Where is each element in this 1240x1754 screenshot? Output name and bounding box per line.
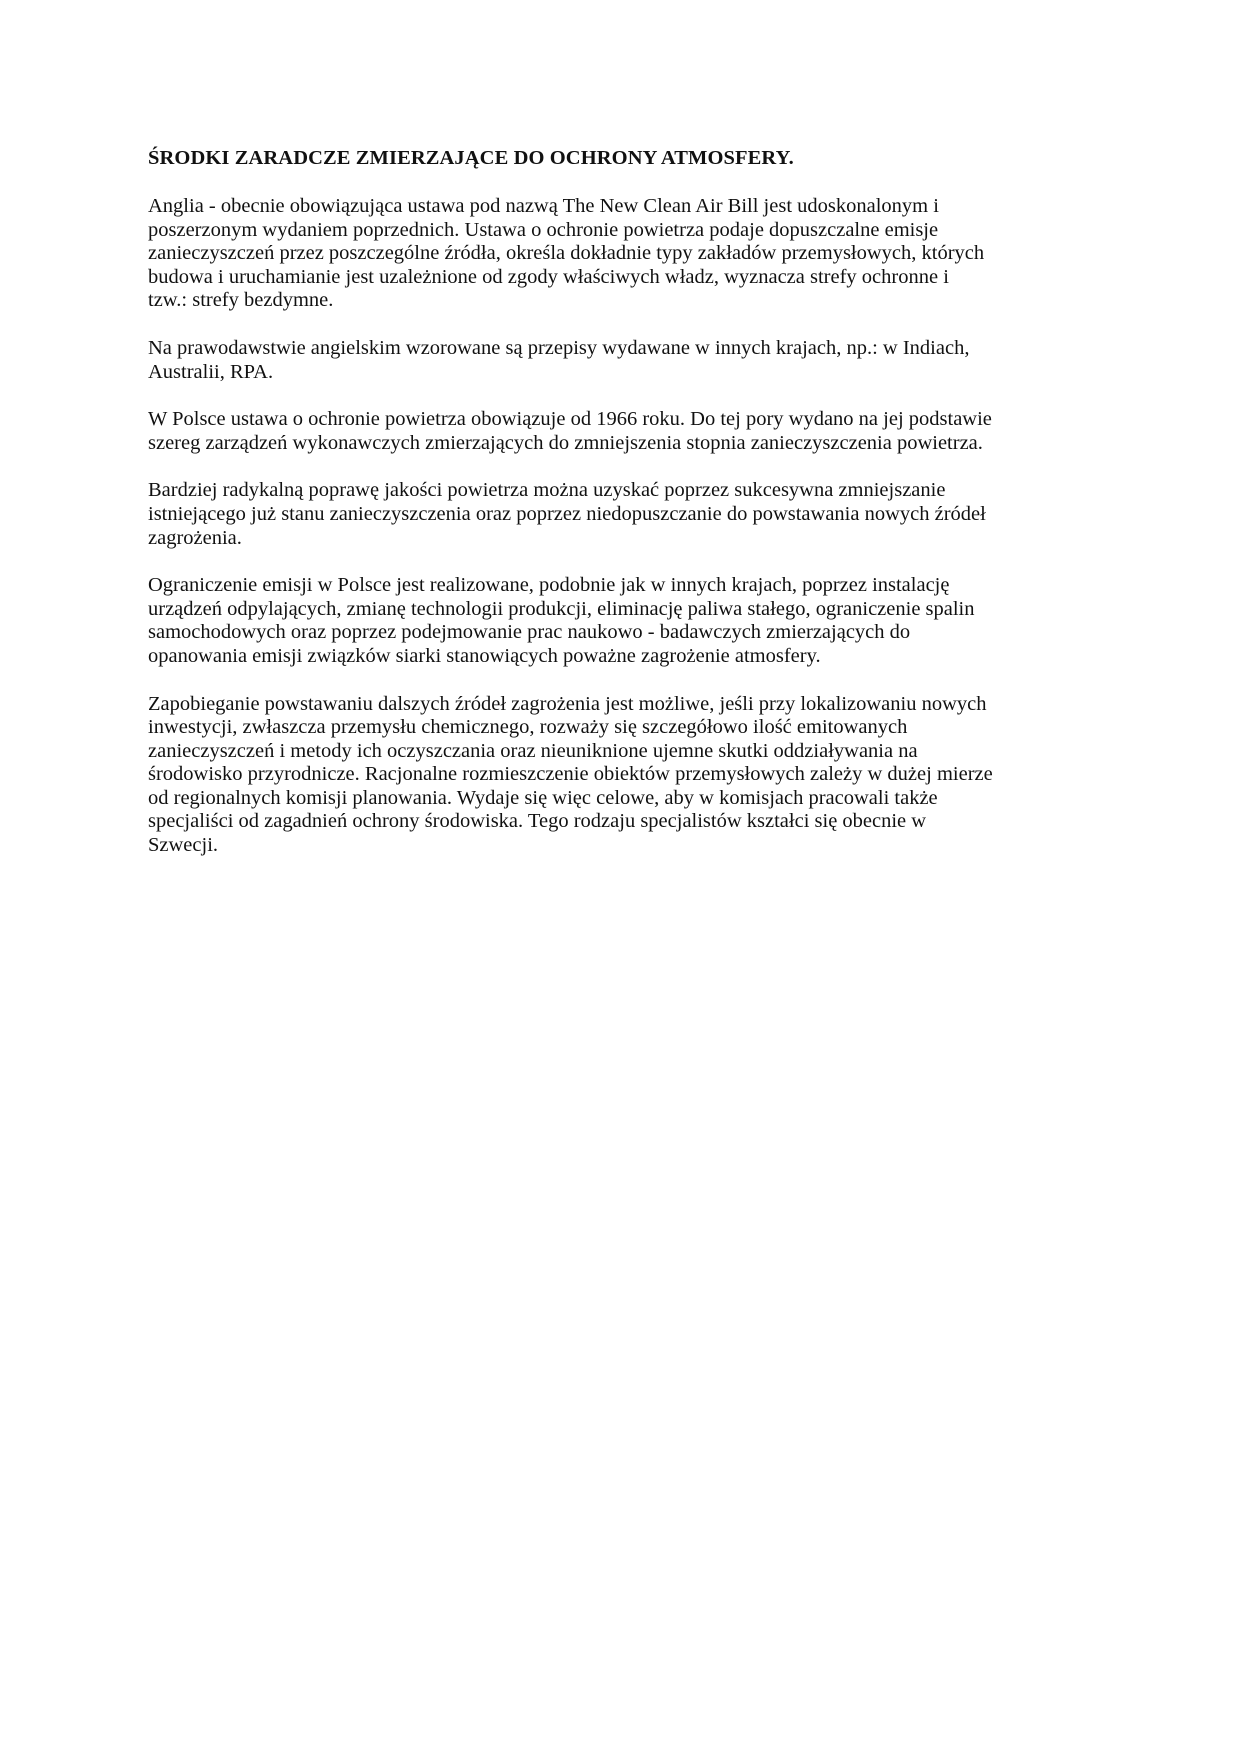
text-line: specjaliści od zagadnień ochrony środowiska. Tego rodzaju specjalistów kształci się obecnie w: [148, 810, 927, 833]
paragraph-other-countries: [148, 337, 1108, 384]
text-line: inwestycji, zwłaszcza przemysłu chemicznego, rozważy się szczegółowo ilość emitowanych: [148, 716, 908, 739]
text-line: Zapobieganie powstawaniu dalszych źródeł zagrożenia jest możliwe, jeśli przy lokalizowaniu nowych: [148, 692, 987, 715]
text-line: Anglia - obecnie obowiązująca ustawa pod nazwą The New Clean Air Bill jest udoskonalonym i: [148, 195, 939, 217]
text-line: Ograniczenie emisji w Polsce jest realizowane, podobnie jak w innych krajach, poprzez instalację: [148, 574, 950, 597]
text-line: budowa i uruchamianie jest uzależnione od zgody właściwych władz, wyznacza strefy ochronne i: [148, 265, 949, 288]
text-line: urządzeń odpylających, zmianę technologii produkcji, eliminację paliwa stałego, ograniczenie spalin: [148, 597, 975, 620]
text-line: Bardziej radykalną poprawę jakości powietrza można uzyskać poprzez sukcesywna zmniejszanie: [148, 479, 946, 502]
text-line: Szwecji.: [148, 834, 219, 857]
document-title: ŚRODKI ZARADCZE ZMIERZAJĄCE DO OCHRONY ATMOSFERY.: [148, 147, 794, 169]
text-line: środowisko przyrodnicze. Racjonalne rozmieszczenie obiektów przemysłowych zależy w dużej mierze: [148, 763, 993, 786]
paragraph-air-quality: [148, 479, 1108, 550]
paragraph-emission-limits: [148, 574, 1108, 668]
text-line: opanowania emisji związków siarki stanowiących poważne zagrożenie atmosfery.: [148, 644, 821, 667]
paragraph-prevention: [148, 693, 1108, 858]
document-body: [148, 146, 1108, 882]
text-line: od regionalnych komisji planowania. Wydaje się więc celowe, aby w komisjach pracowali także: [148, 786, 938, 809]
text-line: istniejącego już stanu zanieczyszczenia oraz poprzez niedopuszczanie do powstawania nowych źródeł: [148, 502, 986, 525]
text-line: samochodowych oraz poprzez podejmowanie prac naukowo - badawczych zmierzających do: [148, 621, 911, 644]
text-line: zanieczyszczeń przez poszczególne źródła, określa dokładnie typy zakładów przemysłowych, których: [148, 242, 985, 265]
paragraph-england: [148, 195, 1108, 313]
paragraph-poland-law: [148, 408, 1108, 455]
text-line: zanieczyszczeń i metody ich oczyszczania oraz nieuniknione ujemne skutki oddziaływania na: [148, 739, 918, 762]
text-line: zagrożenia.: [148, 526, 242, 549]
text-line: Australii, RPA.: [148, 360, 274, 383]
text-line: W Polsce ustawa o ochronie powietrza obowiązuje od 1966 roku. Do tej pory wydano na jej podstawie: [148, 408, 992, 431]
text-line: poszerzonym wydaniem poprzednich. Ustawa o ochronie powietrza podaje dopuszczalne emisje: [148, 218, 939, 241]
text-line: Na prawodawstwie angielskim wzorowane są przepisy wydawane w innych krajach, np.: w Indiach,: [148, 336, 970, 359]
text-line: szereg zarządzeń wykonawczych zmierzających do zmniejszenia stopnia zanieczyszczenia powietrza.: [148, 431, 983, 454]
text-line: tzw.: strefy bezdymne.: [148, 289, 334, 312]
